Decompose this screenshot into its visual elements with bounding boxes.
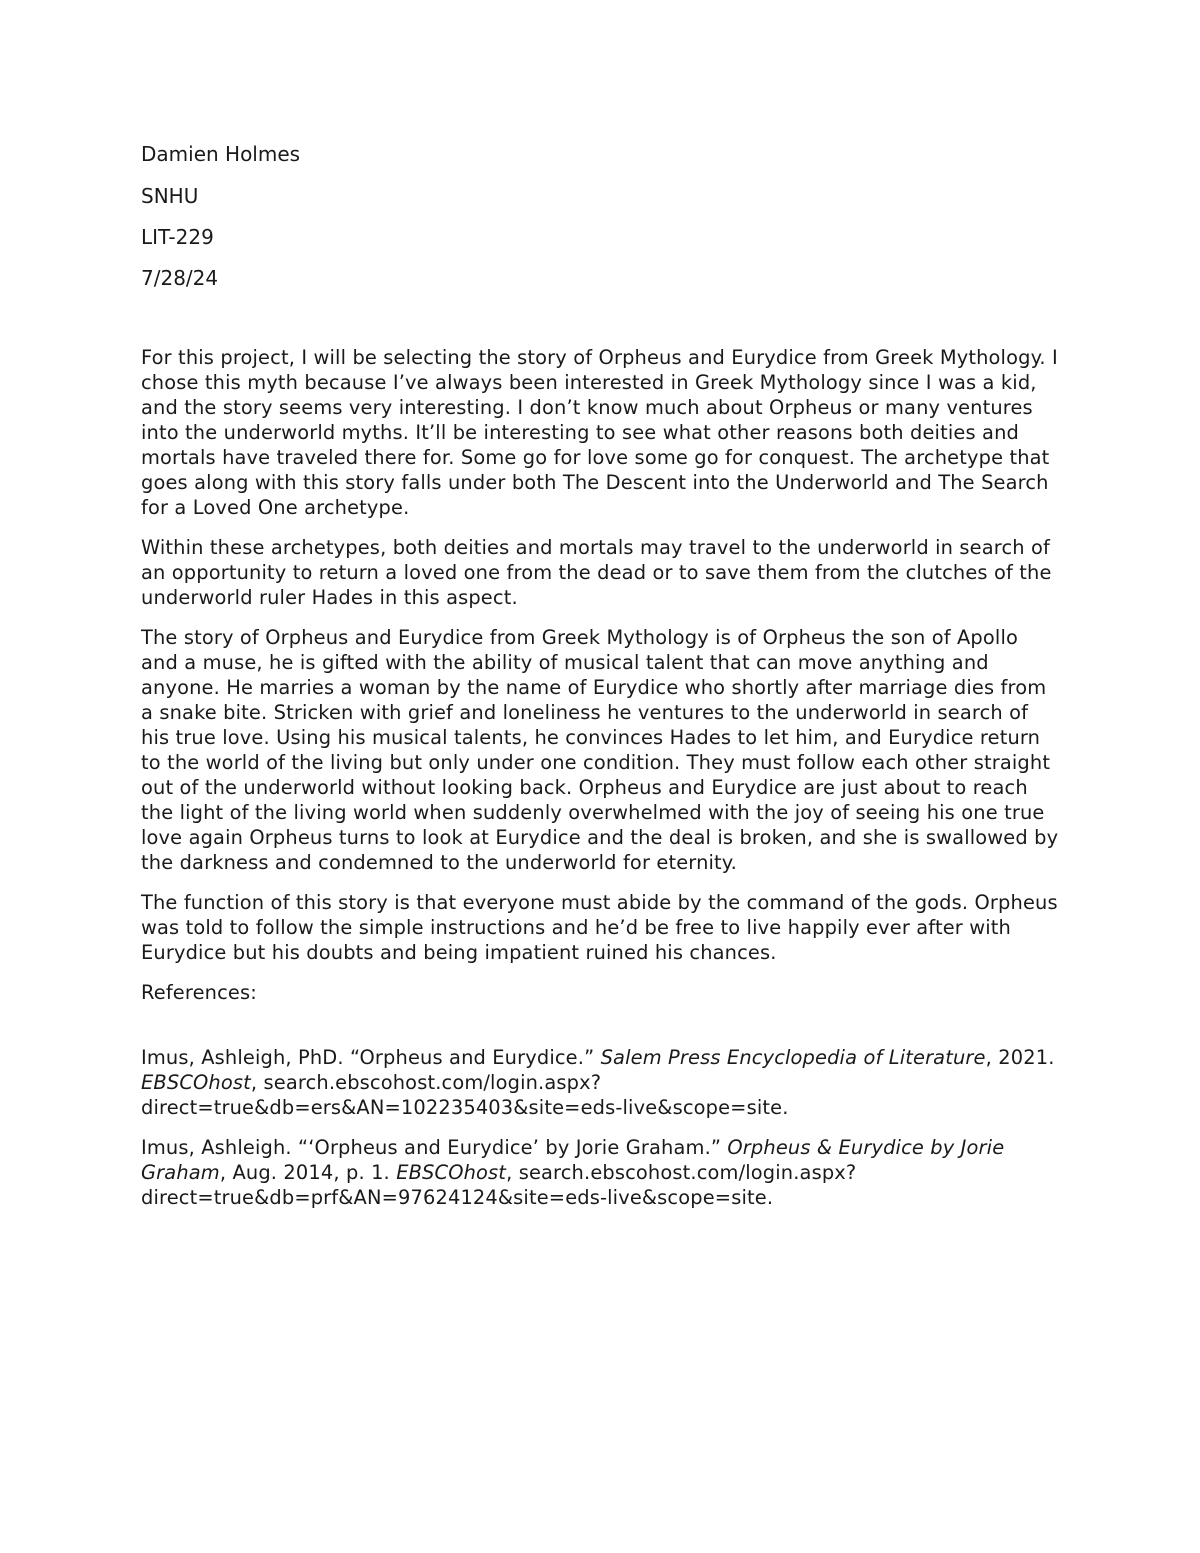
- reference-container: Salem Press Encyclopedia of Literature: [600, 1046, 986, 1069]
- document-body: [141, 345, 1061, 1225]
- reference-details: , Aug. 2014, p. 1.: [219, 1161, 397, 1184]
- document-date: 7/28/24: [141, 266, 219, 290]
- paragraph-story: The story of Orpheus and Eurydice from Greek Mythology is of Orpheus the son of Apollo and a muse, he is gifted with the ability of musical talent that can move anything and anyone. He marries a woman by the name of Eurydice who shortly after marriage dies from a snake bite. Stricken with grief and loneliness he ventures to the underworld in search of his true love. Using his musical talents, he convinces Hades to let him, and Eurydice return to the world of the living but only under one condition. They must follow each other straight out of the underworld without looking back. Orpheus and Eurydice are just about to reach the light of the living world when suddenly overwhelmed with the joy of seeing his one true love again Orpheus turns to look at Eurydice and the deal is broken, and she is swallowed by the darkness and condemned to the underworld for eternity.: [141, 626, 1059, 874]
- paragraph-archetypes: Within these archetypes, both deities and mortals may travel to the underworld in search of an opportunity to return a loved one from the dead or to save them from the clutches of the underworld ruler Hades in this aspect.: [141, 536, 1052, 609]
- references-heading: References:: [141, 981, 257, 1004]
- reference-location: , search.ebscohost.com/login.aspx?direct=true&db=ers&AN=102235403&site=eds-live&scope=site.: [141, 1071, 789, 1119]
- reference-database: EBSCOhost: [141, 1071, 251, 1094]
- reference-location: , search.ebscohost.com/login.aspx?direct=true&db=prf&AN=97624124&site=eds-live&scope=site.: [141, 1161, 857, 1209]
- paragraph-function: The function of this story is that everyone must abide by the command of the gods. Orpheus was told to follow the simple instructions and he’d be free to live happily ever after with Eurydice but his doubts and being impatient ruined his chances.: [141, 891, 1058, 964]
- reference-title: “‘Orpheus and Eurydice’ by Jorie Graham.”: [298, 1136, 728, 1159]
- reference-container: Orpheus & Eurydice by Jorie Graham: [141, 1136, 1005, 1184]
- reference-entry-1: [141, 1045, 1061, 1120]
- course-code: LIT-229: [141, 225, 214, 249]
- paragraph-intro: For this project, I will be selecting the story of Orpheus and Eurydice from Greek Mythology. I chose this myth because I’ve always been interested in Greek Mythology since I was a kid, and the story seems very interesting. I don’t know much about Orpheus or many ventures into the underworld myths. It’ll be interesting to see what other reasons both deities and mortals have traveled there for. Some go for love some go for conquest. The archetype that goes along with this story falls under both The Descent into the Underworld and The Search for a Loved One archetype.: [141, 346, 1058, 519]
- school-name: SNHU: [141, 184, 199, 208]
- reference-database: EBSCOhost: [396, 1161, 507, 1184]
- document-page: [141, 0, 1061, 1553]
- reference-author: Imus, Ashleigh, PhD.: [141, 1046, 351, 1069]
- reference-details: , 2021.: [985, 1046, 1055, 1069]
- reference-entry-2: [141, 1135, 1061, 1210]
- reference-author: Imus, Ashleigh.: [141, 1136, 299, 1159]
- author-name: Damien Holmes: [141, 142, 301, 166]
- reference-title: “Orpheus and Eurydice.”: [350, 1046, 601, 1069]
